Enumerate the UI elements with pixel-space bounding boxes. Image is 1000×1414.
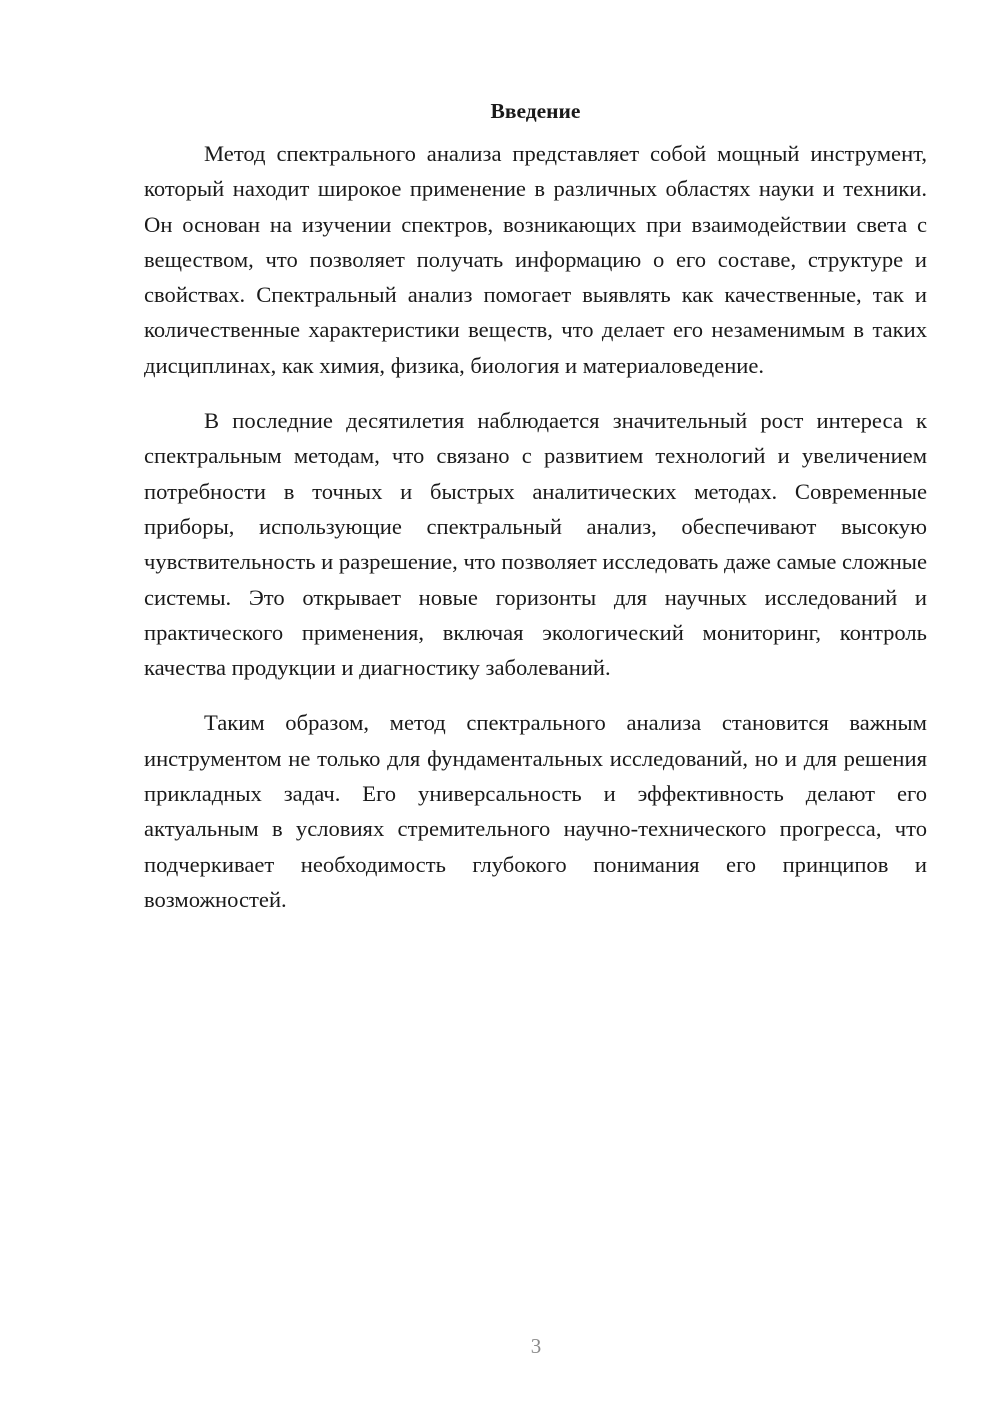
- paragraph-3: Таким образом, метод спектрального анализа становится важным инструментом не только для фундаментальных исследований, но и для решения прикладных задач. Его универсальность и эффективность делают его актуальным в условиях стремительного научно-технического прогресса, что подчеркивает необходимость глубокого понимания его принципов и возможностей.: [144, 710, 927, 912]
- page-number: 3: [530, 1334, 542, 1358]
- document-body: [144, 96, 927, 917]
- paragraph-2: В последние десятилетия наблюдается значительный рост интереса к спектральным методам, что связано с развитием технологий и увеличением потребности в точных и быстрых аналитических методах. Современные приборы, использующие спектральный анализ, обеспечивают высокую чувствительность и разрешение, что позволяет исследовать даже самые сложные системы. Это открывает новые горизонты для научных исследований и практического применения, включая экологический мониторинг, контроль качества продукции и диагностику заболеваний.: [144, 408, 927, 681]
- section-title: Введение: [490, 99, 581, 123]
- paragraph-1: Метод спектрального анализа представляет собой мощный инструмент, который находит широкое применение в различных областях науки и техники. Он основан на изучении спектров, возникающих при взаимодействии света с веществом, что позволяет получать информацию о его составе, структуре и свойствах. Спектральный анализ помогает выявлять как качественные, так и количественные характеристики веществ, что делает его незаменимым в таких дисциплинах, как химия, физика, биология и материаловедение.: [144, 141, 927, 378]
